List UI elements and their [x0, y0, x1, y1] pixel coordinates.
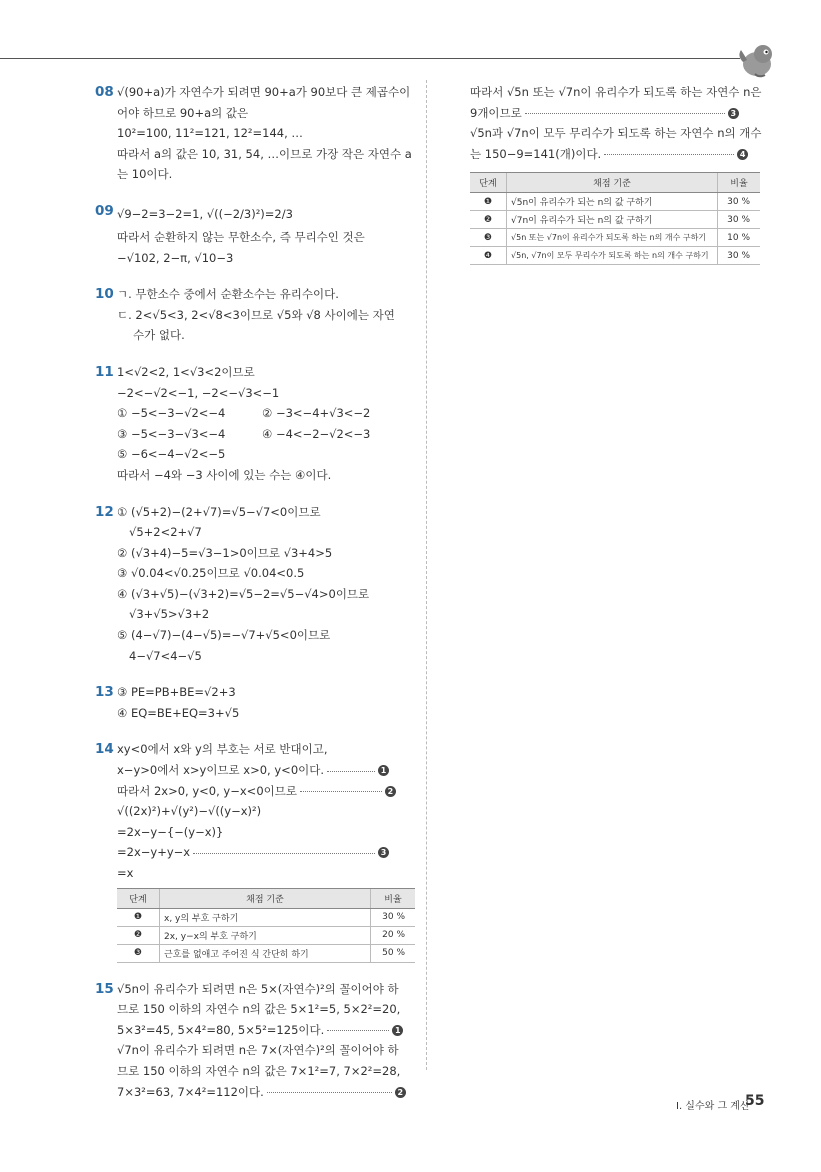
step-marker: 2: [385, 786, 396, 797]
text-span: =2x−y+y−x: [117, 845, 191, 860]
text-line: ④ (√3+√5)−(√3+2)=√5−2=√5−√4>0이므로: [117, 586, 370, 601]
table-row: [470, 229, 760, 247]
text-line: √3+√5>√3+2: [129, 607, 210, 622]
text-line: [117, 842, 415, 863]
table-cell: 2x, y−x의 부호 구하기: [160, 926, 371, 944]
text-line: ⑤ (4−√7)−(4−√5)=−√7+√5<0이므로: [117, 628, 331, 643]
table-cell: ❷: [470, 211, 507, 229]
text-span: 7×3²=63, 7×4²=112이다.: [117, 1084, 264, 1099]
problem-12: [95, 502, 415, 667]
leader-dots: [327, 770, 375, 772]
table-row: [470, 193, 760, 211]
leader-dots: [327, 1029, 389, 1031]
page-number: 55: [745, 1093, 765, 1109]
text-line: √(90+a)가 자연수가 되려면 90+a가 90보다 큰 제곱수이: [117, 85, 411, 99]
table-header: 단계: [470, 173, 507, 193]
problem-11: [95, 362, 415, 486]
text-line: 따라서 a의 값은 10, 31, 54, …이므로 가장 작은 자연수 a: [117, 146, 412, 161]
text-line: ② (√3+4)−5=√3−1>0이므로 √3+4>5: [117, 545, 333, 560]
text-line: −2<−√2<−1, −2<−√3<−1: [117, 385, 280, 400]
option-row: [117, 444, 415, 465]
text-line: −√102, 2−π, √10−3: [117, 250, 234, 265]
step-marker: 3: [378, 847, 389, 858]
table-row: [117, 908, 415, 926]
column-divider: [426, 80, 427, 1070]
text-line: ③ √0.04<√0.25이므로 √0.04<0.5: [117, 566, 305, 581]
problem-number: 10: [95, 286, 114, 303]
problem-number: 15: [95, 980, 114, 997]
table-cell: x, y의 부호 구하기: [160, 908, 371, 926]
problem-15: [95, 979, 415, 1103]
table-cell: 30 %: [718, 193, 761, 211]
table-header: 채점 기준: [160, 888, 371, 908]
step-marker: 1: [392, 1025, 403, 1036]
text-span: 는 150−9=141(개)이다.: [470, 146, 602, 161]
problem-09: [95, 201, 415, 268]
leader-dots: [604, 153, 734, 155]
text-line: 1<√2<2, 1<√3<2이므로: [117, 364, 255, 379]
text-line: ④ EQ=BE+EQ=3+√5: [117, 705, 240, 720]
table-cell: ❶: [470, 193, 507, 211]
table-cell: 20 %: [371, 926, 416, 944]
step-marker: 4: [737, 149, 748, 160]
table-row: [470, 247, 760, 265]
option: ② −3<−4+√3<−2: [262, 406, 371, 421]
table-cell: 30 %: [371, 908, 416, 926]
table-header: 비율: [718, 173, 761, 193]
table-cell: √5n이 유리수가 되는 n의 값 구하기: [507, 193, 718, 211]
option: ⑤ −6<−4−√2<−5: [117, 447, 226, 462]
text-span: 따라서 2x>0, y<0, y−x<0이므로: [117, 783, 297, 798]
text-line: 므로 150 이하의 자연수 n의 값은 7×1²=7, 7×2²=28,: [117, 1063, 401, 1078]
header-rule: [0, 58, 740, 59]
problem-14: [95, 739, 415, 962]
text-line: [470, 103, 760, 124]
mascot-icon: [735, 42, 775, 78]
left-column: [95, 82, 415, 1118]
option: ④ −4<−2−√2<−3: [262, 426, 371, 441]
table-header: 채점 기준: [507, 173, 718, 193]
table-header: 비율: [371, 888, 416, 908]
section-footer: Ⅰ. 실수와 그 계산: [676, 1101, 750, 1112]
text-line: ① (√5+2)−(2+√7)=√5−√7<0이므로: [117, 504, 321, 519]
option: ① −5<−3−√2<−4: [117, 406, 226, 421]
problem-number: 08: [95, 84, 114, 100]
table-header: 단계: [117, 888, 160, 908]
table-cell: ❸: [117, 944, 160, 962]
option: ③ −5<−3−√3<−4: [117, 426, 226, 441]
text-line: 4−√7<4−√5: [129, 648, 202, 663]
leader-dots: [525, 112, 725, 114]
text-line: √((2x)²)+√(y²)−√((y−x)²): [117, 804, 262, 819]
text-line: [117, 1020, 415, 1041]
table-cell: ❶: [117, 908, 160, 926]
text-line: =x: [117, 866, 134, 880]
text-span: 9개이므로: [470, 105, 522, 120]
text-line: [117, 1082, 415, 1103]
text-line: ③ PE=PB+BE=√2+3: [117, 685, 236, 700]
text-line: [117, 781, 415, 802]
leader-dots: [193, 852, 375, 854]
text-line: 따라서 √5n 또는 √7n이 유리수가 되도록 하는 자연수 n은: [470, 85, 762, 99]
text-line: ㄱ. 무한소수 중에서 순환소수는 유리수이다.: [117, 287, 339, 302]
text-line: 어야 하므로 90+a의 값은: [117, 105, 249, 120]
table-cell: ❷: [117, 926, 160, 944]
problem-number: 12: [95, 503, 114, 520]
scoring-table: [117, 888, 415, 963]
table-row: [117, 944, 415, 962]
leader-dots: [267, 1091, 392, 1093]
text-line: =2x−y−{−(y−x)}: [117, 824, 224, 839]
text-span: x−y>0에서 x>y이므로 x>0, y<0이다.: [117, 763, 325, 778]
text-line: 는 10이다.: [117, 167, 173, 182]
problem-10: [95, 284, 415, 346]
text-line: xy<0에서 x와 y의 부호는 서로 반대이고,: [117, 742, 328, 757]
text-span: 5×3²=45, 5×4²=80, 5×5²=125이다.: [117, 1022, 325, 1037]
text-line: 따라서 순환하지 않는 무한소수, 즉 무리수인 것은: [117, 229, 365, 244]
table-row: [470, 211, 760, 229]
table-cell: √5n, √7n이 모두 무리수가 되도록 하는 n의 개수 구하기: [507, 247, 718, 265]
table-cell: 50 %: [371, 944, 416, 962]
text-line: 수가 없다.: [133, 328, 185, 343]
scoring-table: [470, 172, 760, 265]
text-line: 므로 150 이하의 자연수 n의 값은 5×1²=5, 5×2²=20,: [117, 1002, 401, 1017]
text-line: 따라서 −4와 −3 사이에 있는 수는 ④이다.: [117, 467, 332, 482]
problem-08: [95, 82, 415, 185]
step-marker: 2: [395, 1087, 406, 1098]
option-row: [117, 424, 415, 445]
text-line: 10²=100, 11²=121, 12²=144, …: [117, 126, 303, 141]
table-row: [117, 926, 415, 944]
step-marker: 1: [378, 765, 389, 776]
text-line: √5+2<2+√7: [129, 525, 202, 540]
text-line: √7n이 유리수가 되려면 n은 7×(자연수)²의 꼴이어야 하: [117, 1043, 399, 1058]
problem-number: 13: [95, 684, 114, 701]
text-line: ㄷ. 2<√5<3, 2<√8<3이므로 √5와 √8 사이에는 자연: [117, 307, 395, 322]
table-cell: 30 %: [718, 211, 761, 229]
text-line: [117, 760, 415, 781]
problem-number: 09: [95, 202, 114, 219]
right-column: [470, 82, 760, 273]
problem-number: 11: [95, 363, 114, 380]
table-cell: √7n이 유리수가 되는 n의 값 구하기: [507, 211, 718, 229]
leader-dots: [300, 790, 382, 792]
table-cell: 근호를 없애고 주어진 식 간단히 하기: [160, 944, 371, 962]
table-cell: 30 %: [718, 247, 761, 265]
table-cell: ❹: [470, 247, 507, 265]
problem-13: [95, 682, 415, 723]
table-cell: 10 %: [718, 229, 761, 247]
text-line: √5n과 √7n이 모두 무리수가 되도록 하는 자연수 n의 개수: [470, 126, 762, 141]
text-line: √9−2=3−2=1, √((−2/3)²)=2/3: [117, 206, 293, 221]
text-line: √5n이 유리수가 되려면 n은 5×(자연수)²의 꼴이어야 하: [117, 981, 399, 996]
problem-number: 14: [95, 741, 114, 758]
option-row: [117, 403, 415, 424]
text-line: [470, 144, 760, 165]
step-marker: 3: [728, 108, 739, 119]
table-cell: √5n 또는 √7n이 유리수가 되도록 하는 n의 개수 구하기: [507, 229, 718, 247]
table-cell: ❸: [470, 229, 507, 247]
